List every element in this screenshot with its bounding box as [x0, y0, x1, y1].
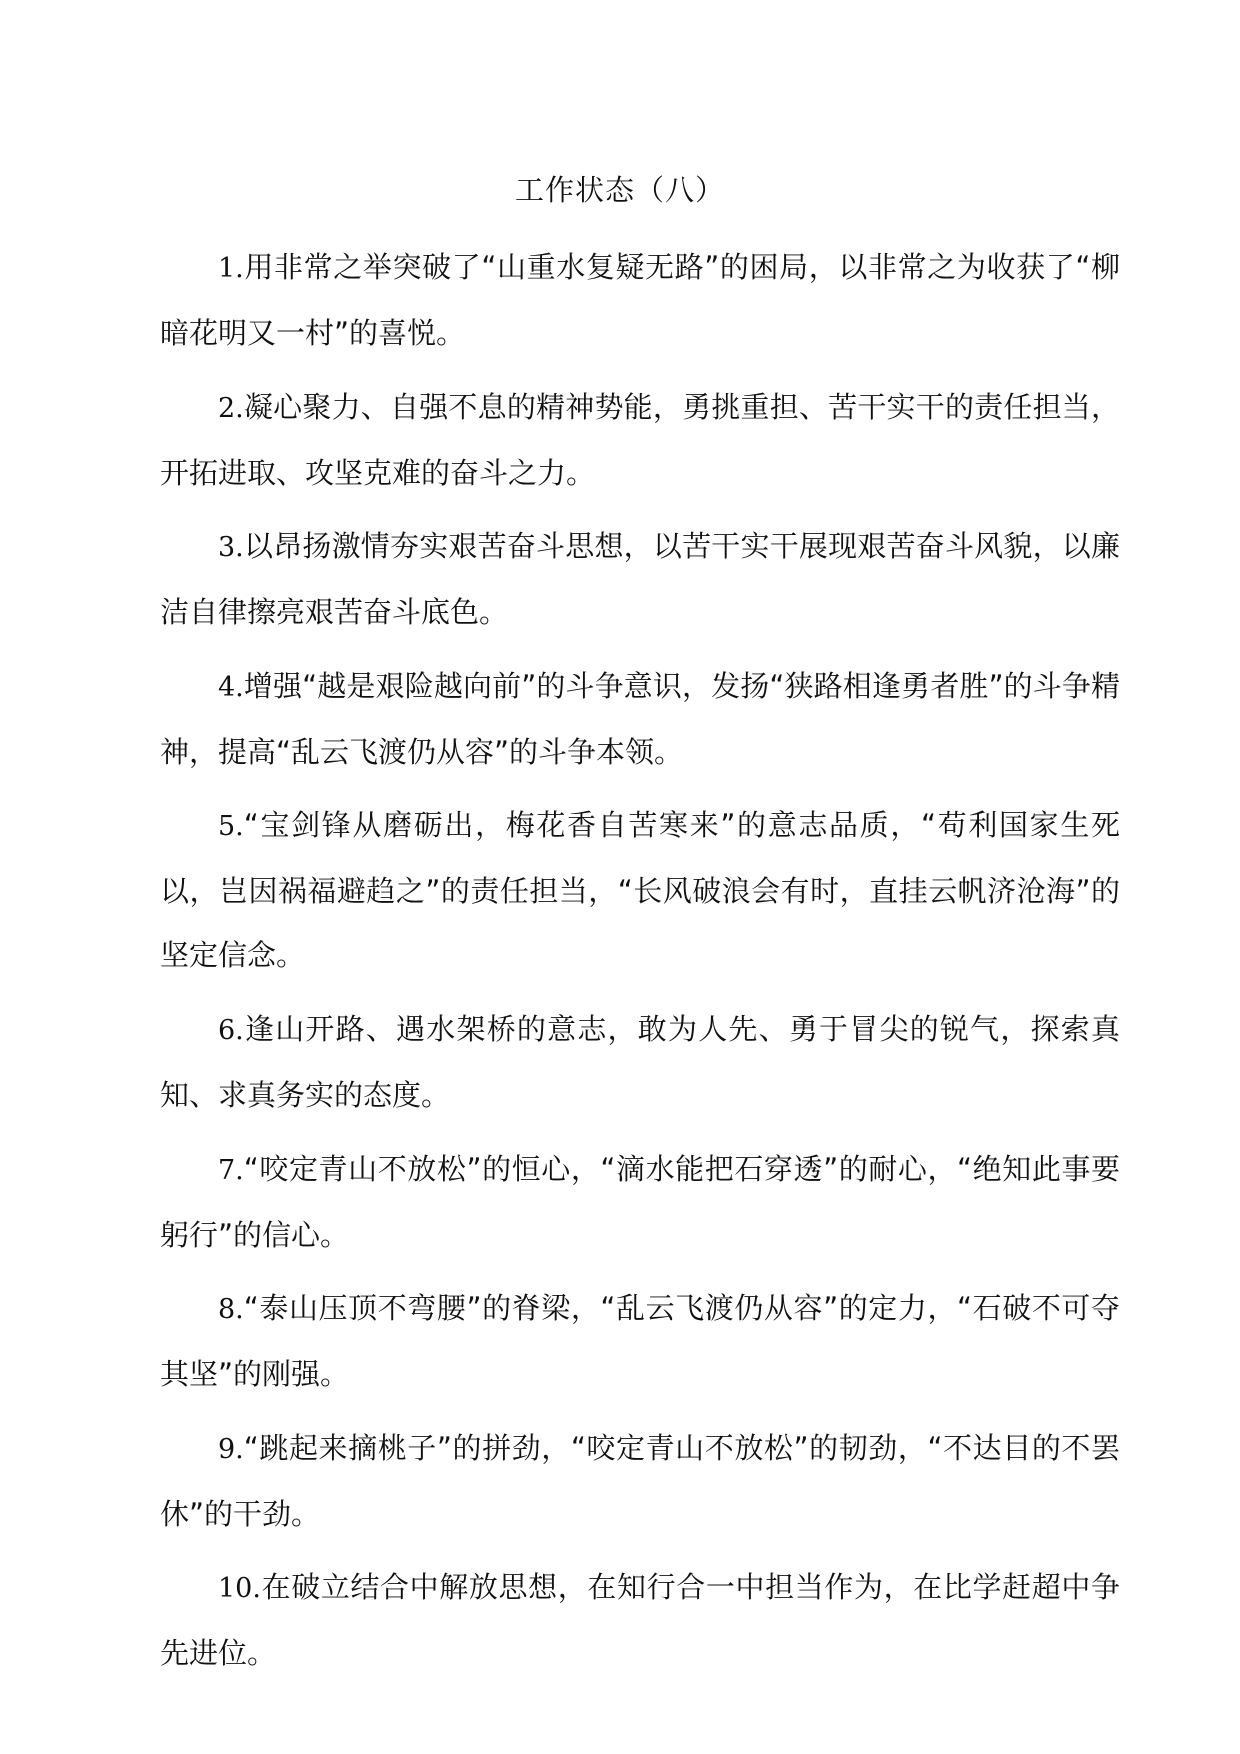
item-number: 10. — [218, 1573, 261, 1605]
paragraph — [160, 793, 1120, 987]
item-text: “跳起来摘桃子”的拼劲，“咬定青山不放松”的韧劲，“不达目的不罢休”的干劲。 — [160, 1430, 1120, 1531]
item-text: 在破立结合中解放思想，在知行合一中担当作为，在比学赶超中争先进位。 — [160, 1570, 1120, 1671]
item-number: 3. — [218, 532, 244, 564]
paragraph — [160, 514, 1120, 644]
paragraph — [160, 997, 1120, 1127]
item-text: “宝剑锋从磨砺出，梅花香自苦寒来”的意志品质，“苟利国家生死以，岂因祸福避趋之”的责任担当，“长风破浪会有时，直挂云帆济沧海”的坚定信念。 — [160, 808, 1120, 973]
paragraph — [160, 654, 1120, 784]
item-number: 4. — [218, 671, 244, 703]
item-number: 8. — [218, 1294, 244, 1326]
item-text: 凝心聚力、自强不息的精神势能，勇挑重担、苦干实干的责任担当，开拓进取、攻坚克难的奋斗之力。 — [160, 389, 1120, 490]
paragraph — [160, 1555, 1120, 1685]
page-title: 工作状态（八） — [514, 173, 725, 207]
document-body — [160, 235, 1120, 1695]
item-text: “泰山压顶不弯腰”的脊梁，“乱云飞渡仍从容”的定力，“石破不可夺其坚”的刚强。 — [160, 1291, 1120, 1392]
item-text: 逢山开路、遇水架桥的意志，敢为人先、勇于冒尖的锐气，探索真知、求真务实的态度。 — [160, 1011, 1120, 1112]
paragraph — [160, 235, 1120, 365]
item-number: 2. — [218, 392, 244, 424]
item-number: 5. — [218, 811, 244, 843]
paragraph — [160, 1137, 1120, 1267]
item-text: “咬定青山不放松”的恒心，“滴水能把石穿透”的耐心，“绝知此事要躬行”的信心。 — [160, 1151, 1120, 1252]
item-number: 1. — [218, 253, 244, 284]
item-number: 6. — [218, 1014, 244, 1046]
item-text: 以昂扬激情夯实艰苦奋斗思想，以苦干实干展现艰苦奋斗风貌，以廉洁自律擦亮艰苦奋斗底色。 — [160, 529, 1120, 630]
paragraph — [160, 1416, 1120, 1546]
paragraph — [160, 1276, 1120, 1406]
paragraph — [160, 375, 1120, 505]
item-text: 增强“越是艰险越向前”的斗争意识，发扬“狭路相逢勇者胜”的斗争精神，提高“乱云飞渡仍从容”的斗争本领。 — [160, 668, 1120, 769]
item-text: 用非常之举突破了“山重水复疑无路”的困局，以非常之为收获了“柳暗花明又一村”的喜悦。 — [160, 250, 1120, 350]
item-number: 7. — [218, 1154, 244, 1186]
item-number: 9. — [218, 1433, 244, 1465]
